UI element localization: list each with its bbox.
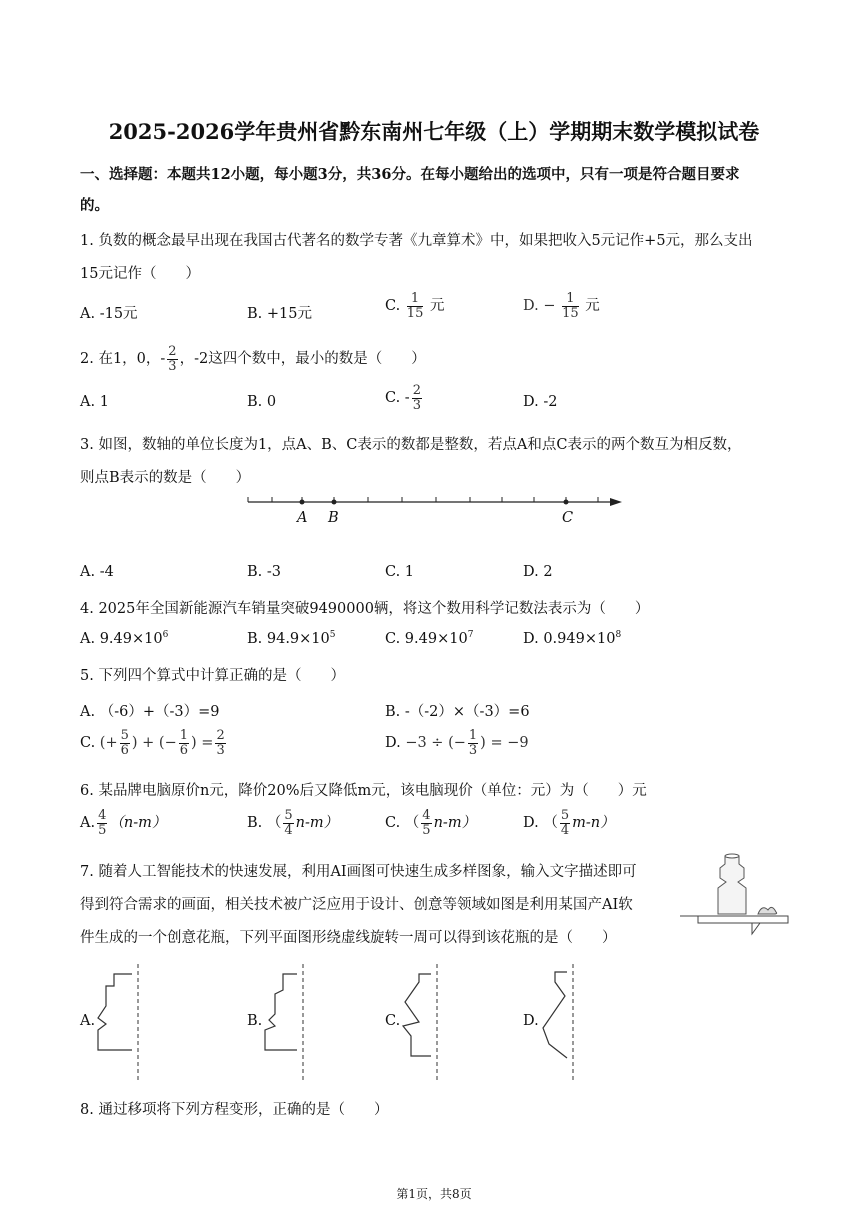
- page-footer: 第1页，共8页: [396, 1187, 472, 1201]
- q6-option-d: D. （ $\frac{5}{4}$ m-n）: [523, 808, 615, 838]
- q6-option-c: C. （ $\frac{4}{5}$ n-m）: [385, 808, 477, 838]
- vase-picture: [680, 852, 790, 940]
- section-heading-line2: 的。: [80, 197, 109, 214]
- q2-stem: 2. 在1，0，- $\frac{2}{3}$ ，-2这四个数中，最小的数是（ ）: [80, 344, 426, 374]
- q3-option-c: C. 1: [385, 564, 415, 580]
- q1-option-d: D. − $\frac{1}{15}$ 元: [523, 291, 600, 321]
- q2-option-a: A. 1: [80, 394, 109, 410]
- q4-stem: 4. 2025年全国新能源汽车销量突破9490000辆，将这个数用科学记数法表示为（ ）: [80, 601, 650, 617]
- q5-option-c: C. (+ $\frac{5}{6}$ ) + (− $\frac{1}{6}$ ) = $\frac{2}{3}$: [80, 728, 225, 758]
- q3-option-a: A. -4: [80, 564, 114, 580]
- q7-stem-line3: 件生成的一个创意花瓶，下列平面图形绕虚线旋转一周可以得到该花瓶的是（ ）: [80, 930, 617, 946]
- q7-option-d-figure: [535, 962, 595, 1082]
- q5-option-b: B. -（-2）×（-3）=6: [385, 704, 530, 720]
- point-b: [332, 500, 337, 505]
- q6-option-a: A. $\frac{4}{5}$ （n-m）: [80, 808, 167, 838]
- point-c-label: C: [562, 510, 574, 526]
- point-a-label: A: [297, 510, 308, 526]
- q3-option-d: D. 2: [523, 564, 553, 580]
- q2-option-d: D. -2: [523, 394, 558, 410]
- q7-option-a-label: A.: [80, 1013, 96, 1029]
- q3-option-b: B. -3: [247, 564, 281, 580]
- q5-option-d: D. −3 ÷ (− $\frac{1}{3}$ ) = −9: [385, 728, 529, 758]
- point-c: [564, 500, 569, 505]
- q7-option-c-label: C.: [385, 1013, 401, 1029]
- q6-option-b: B. （ $\frac{5}{4}$ n-m）: [247, 808, 339, 838]
- q5-option-a: A. （-6）+（-3）=9: [80, 704, 220, 720]
- q6-stem: 6. 某品牌电脑原价n元，降价20%后又降低m元，该电脑现价（单位：元）为（ ）元: [80, 783, 647, 799]
- q1-stem-line1: 1. 负数的概念最早出现在我国古代著名的数学专著《九章算术》中，如果把收入5元记作+5元，那么支出: [80, 233, 753, 249]
- q5-stem: 5. 下列四个算式中计算正确的是（ ）: [80, 668, 345, 684]
- q8-stem: 8. 通过移项将下列方程变形，正确的是（ ）: [80, 1102, 389, 1118]
- q3-stem-line2: 则点B表示的数是（ ）: [80, 470, 251, 486]
- q7-stem-line2: 得到符合需求的画面，相关技术被广泛应用于设计、创意等领域如图是利用某国产AI软: [80, 897, 633, 913]
- section-heading-line1: 一、选择题：本题共12小题，每小题3分，共36分。在每小题给出的选项中，只有一项是符合题目要求: [80, 166, 740, 183]
- q3-stem-line1: 3. 如图，数轴的单位长度为1，点A、B、C表示的数都是整数，若点A和点C表示的两个数互为相反数，: [80, 437, 742, 453]
- page-title: 2025-2026学年贵州省黔东南州七年级（上）学期期末数学模拟试卷: [108, 119, 760, 144]
- q4-option-d: D. $0.949\times 10^8$: [523, 630, 622, 647]
- q1-option-b: B. +15元: [247, 306, 312, 322]
- q1-option-c: C. $\frac{1}{15}$ 元: [385, 291, 445, 321]
- q1-stem-line2: 15元记作（ ）: [80, 266, 200, 282]
- q4-option-b: B. $94.9\times 10^5$: [247, 630, 336, 647]
- q7-option-d-label: D.: [523, 1013, 539, 1029]
- q4-option-c: C. $9.49\times 10^7$: [385, 630, 474, 647]
- q1-option-a: A. -15元: [80, 306, 138, 322]
- q7-stem-line1: 7. 随着人工智能技术的快速发展，利用AI画图可快速生成多样图象，输入文字描述即可: [80, 864, 637, 880]
- q2-option-b: B. 0: [247, 394, 277, 410]
- point-b-label: B: [328, 510, 339, 526]
- q7-option-c-figure: [397, 962, 457, 1082]
- q7-option-a-figure: [92, 962, 152, 1082]
- q7-option-b-label: B.: [247, 1013, 263, 1029]
- q7-option-b-figure: [259, 962, 319, 1082]
- point-a: [300, 500, 305, 505]
- q4-option-a: A. $9.49\times 10^6$: [80, 630, 169, 647]
- q2-option-c: C. - $\frac{2}{3}$: [385, 383, 421, 413]
